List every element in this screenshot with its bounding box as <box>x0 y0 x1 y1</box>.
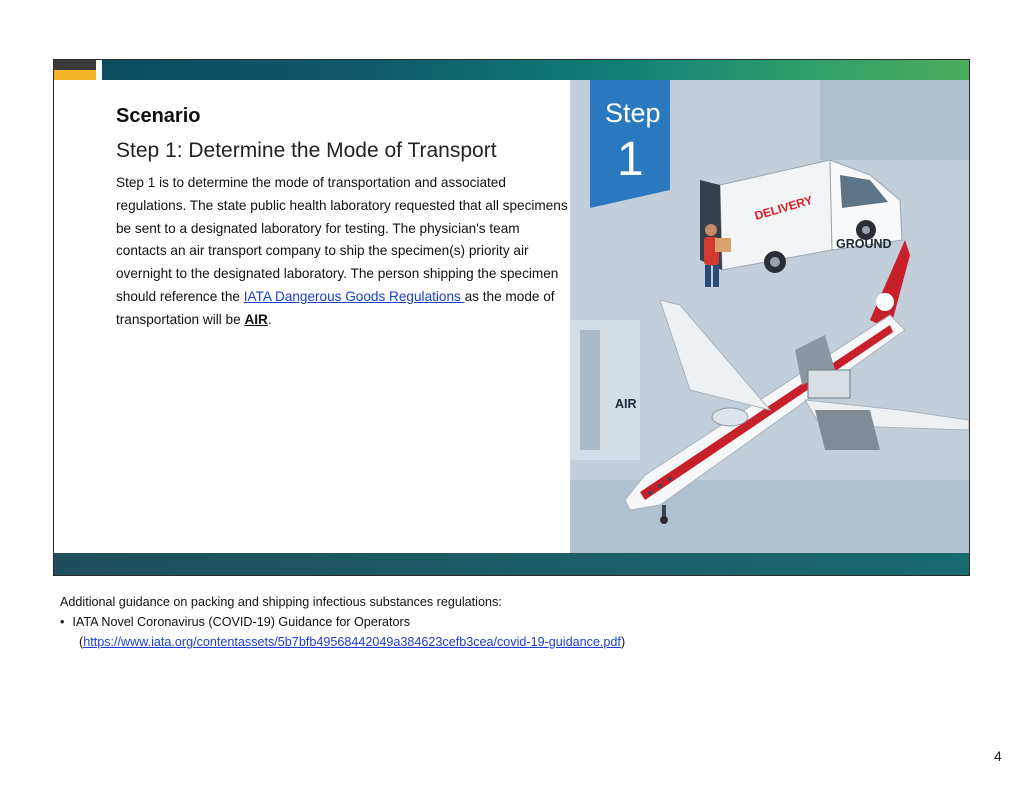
ground-label: GROUND <box>836 237 892 251</box>
transport-illustration <box>570 80 969 553</box>
step-number: 1 <box>617 133 644 186</box>
header-accent-gold <box>54 70 96 80</box>
additional-guidance <box>60 592 960 652</box>
slide-frame <box>53 59 970 576</box>
header-accent-gap <box>96 60 102 80</box>
slide-subtitle: Step 1: Determine the Mode of Transport <box>116 139 497 162</box>
guidance-bullet <box>60 612 960 632</box>
paragraph-text-end: . <box>267 311 272 327</box>
bullet-marker: • <box>60 615 65 629</box>
paragraph-text-middle: as the mode of transportation will be <box>116 288 555 327</box>
header-accent-dark <box>54 60 96 70</box>
paragraph-text-start: Step 1 is to determine the mode of transportation and associated regulations. The state public health laboratory requested that all specimens be sent to a designated laboratory for testing. The physician's team contacts an air transport company to ship the specimen(s) priority air overnight to the designated laboratory. The person shipping the specimen should reference the <box>116 175 568 304</box>
iata-guidance-link[interactable]: https://www.iata.org/contentassets/5b7bfb49568442049a384623cefb3cea/covid-19-guidance.pdf <box>83 635 621 649</box>
air-emphasis: AIR <box>244 311 268 327</box>
iata-dgr-link[interactable]: IATA Dangerous Goods Regulations <box>243 288 465 304</box>
warehouse-door <box>580 330 600 450</box>
air-label: AIR <box>615 397 637 411</box>
guidance-bullet-text: IATA Novel Coronavirus (COVID-19) Guidance for Operators <box>72 615 411 629</box>
delivery-label: DELIVERY <box>752 193 815 223</box>
link-close-paren: ) <box>620 635 626 649</box>
transport-illustration-svg <box>570 80 969 553</box>
footer-bar <box>54 553 969 575</box>
slide-title: Scenario <box>116 105 201 127</box>
warehouse-window <box>820 80 969 160</box>
guidance-link-line <box>60 632 960 652</box>
warehouse-floor <box>570 480 969 553</box>
link-open-paren: ( <box>79 635 84 649</box>
scenario-paragraph <box>116 172 571 332</box>
header-bar <box>54 60 969 80</box>
page-number: 4 <box>994 748 1002 764</box>
step-word: Step <box>605 98 661 128</box>
guidance-intro: Additional guidance on packing and shipping infectious substances regulations: <box>60 595 502 609</box>
